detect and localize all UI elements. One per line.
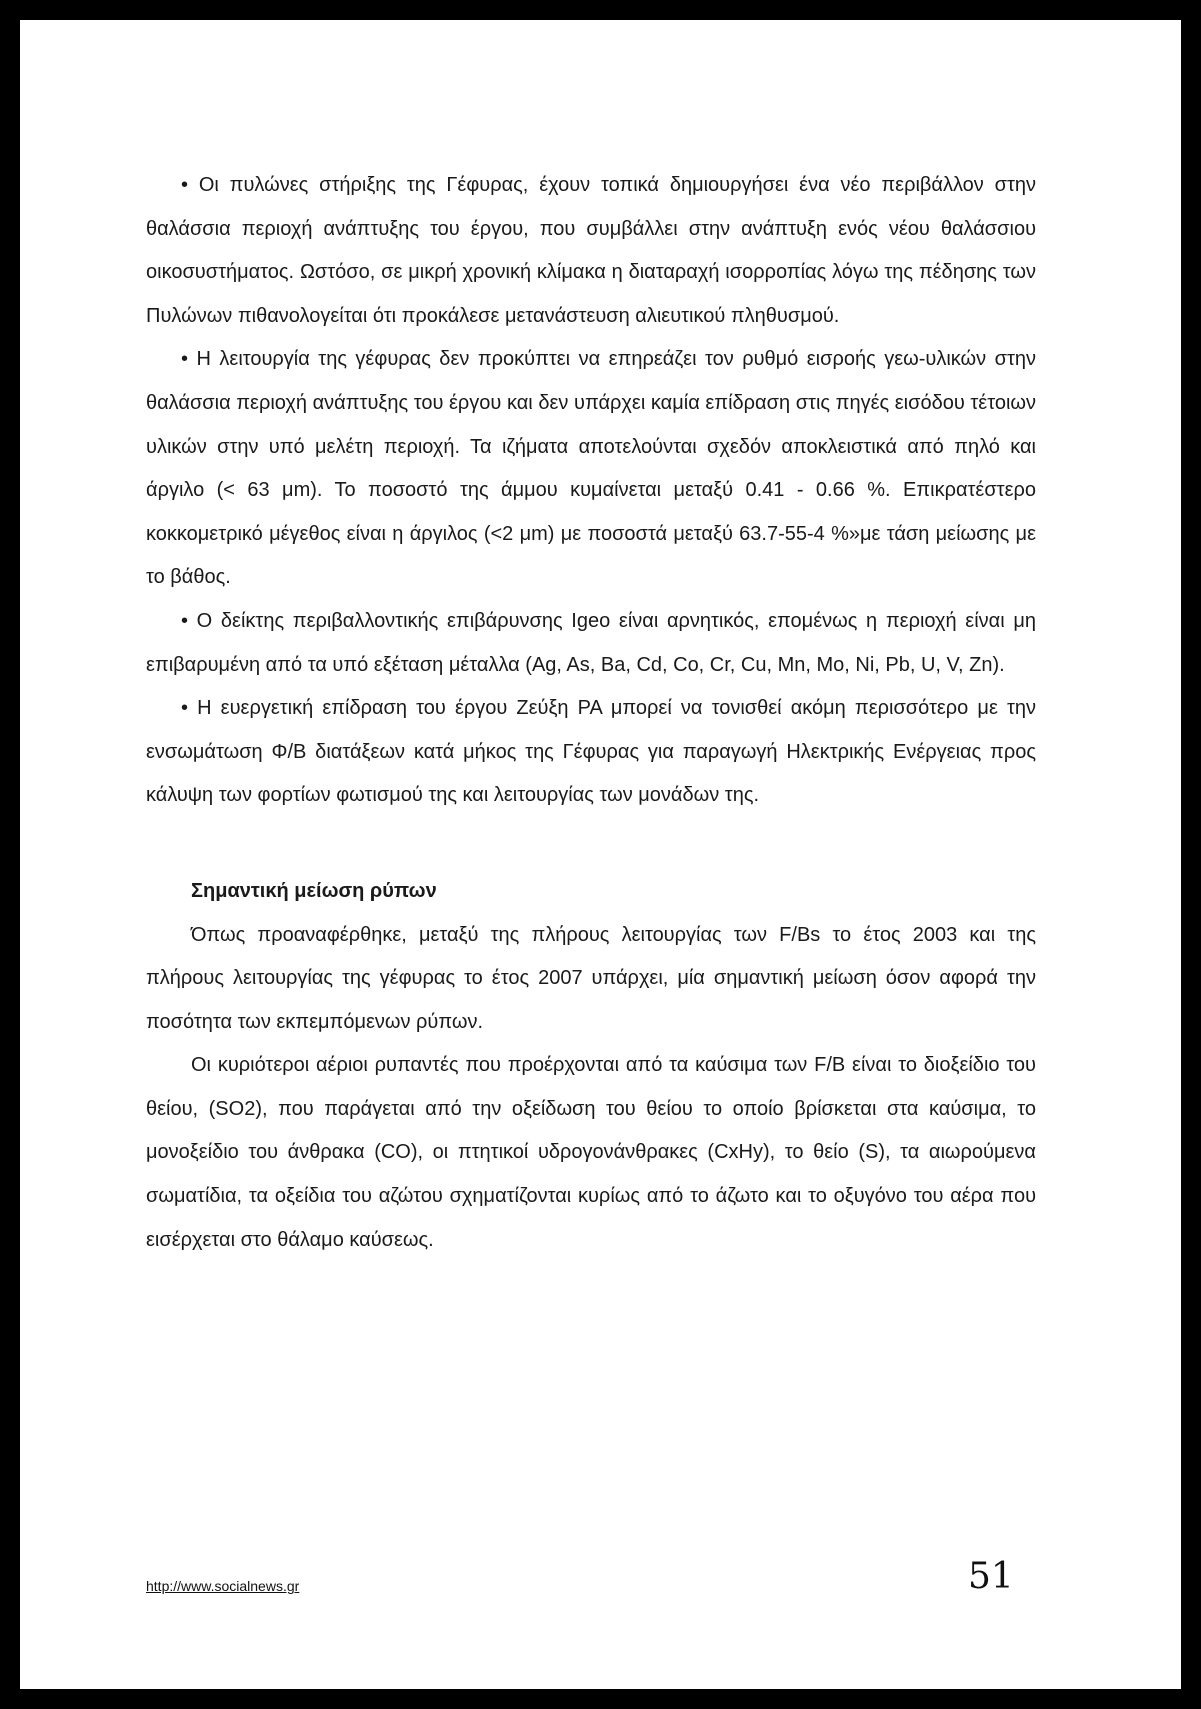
footer-url-link[interactable]: http://www.socialnews.gr — [146, 1578, 300, 1594]
page-content — [146, 164, 1036, 1262]
bullet-paragraph-igeo: • Ο δείκτης περιβαλλοντικής επιβάρυνσης Igeo είναι αρνητικός, επομένως η περιοχή είναι μη επιβαρυμένη από τα υπό εξέταση μέταλλα (Ag, As, Ba, Cd, Co, Cr, Cu, Mn, Mo, Ni, Pb, U, V, Zn). — [146, 609, 1036, 676]
paragraph-pollutants: Οι κυριότεροι αέριοι ρυπαντές που προέρχονται από τα καύσιμα των F/B είναι το διοξείδιο του θείου, (SO2), που παράγεται από την οξείδωση του θείου το οποίο βρίσκεται στα καύσιμα, το μονοξείδιο του άνθρακα (CO), οι πτητικοί υδρογονάνθρακες (CxHy), το θείο (S), τα αιωρούμενα σωματίδια, τα οξείδια του αζώτου σχηματίζονται κυρίως από το άζωτο και το οξυγόνο του αέρα που εισέρχεται στο θάλαμο καύσεως. — [146, 1054, 1036, 1251]
bullet-paragraph-pylons: • Οι πυλώνες στήριξης της Γέφυρας, έχουν τοπικά δημιουργήσει ένα νέο περιβάλλον στην θαλάσσια περιοχή ανάπτυξης του έργου, που συμβάλλει στην ανάπτυξη ενός νέου θαλάσσιου οικοσυστήματος. Ωστόσο, σε μικρή χρονική κλίμακα η διαταραχή ισορροπίας λόγω της πέδησης των Πυλώνων πιθανολογείται ότι προκάλεσε μετανάστευση αλιευτικού πληθυσμού. — [146, 174, 1036, 327]
paragraph-emissions-reduction: Όπως προαναφέρθηκε, μεταξύ της πλήρους λειτουργίας των F/Bs το έτος 2003 και της πλήρους λειτουργίας της γέφυρας το έτος 2007 υπάρχει, μία σημαντική μείωση όσον αφορά την ποσότητα των εκπεμπόμενων ρύπων. — [146, 923, 1036, 1033]
section-heading: Σημαντική μείωση ρύπων — [191, 879, 437, 902]
bullet-paragraph-sediments: • Η λειτουργία της γέφυρας δεν προκύπτει να επηρεάζει τον ρυθμό εισροής γεω-υλικών στην θαλάσσια περιοχή ανάπτυξης του έργου και δεν υπάρχει καμία επίδραση στις πηγές εισόδου τέτοιων υλικών στην υπό μελέτη περιοχή. Τα ιζήματα αποτελούνται σχεδόν αποκλειστικά από πηλό και άργιλο (< 63 μm). Το ποσοστό της άμμου κυμαίνεται μεταξύ 0.41 - 0.66 %. Επικρατέστερο κοκκομετρικό μέγεθος είναι η άργιλος (<2 μm) με ποσοστά μεταξύ 63.7-55-4 %»με τάση μείωσης με το βάθος. — [146, 348, 1036, 589]
page-number: 51 — [968, 1556, 1014, 1597]
document-page — [20, 20, 1181, 1689]
bullet-paragraph-solar: • Η ευεργετική επίδραση του έργου Ζεύξη PA μπορεί να τονισθεί ακόμη περισσότερο με την ενσωμάτωση Φ/Β διατάξεων κατά μήκος της Γέφυρας για παραγωγή Ηλεκτρικής Ενέργειας προς κάλυψη των φορτίων φωτισμού της και λειτουργίας των μονάδων της. — [146, 697, 1036, 807]
